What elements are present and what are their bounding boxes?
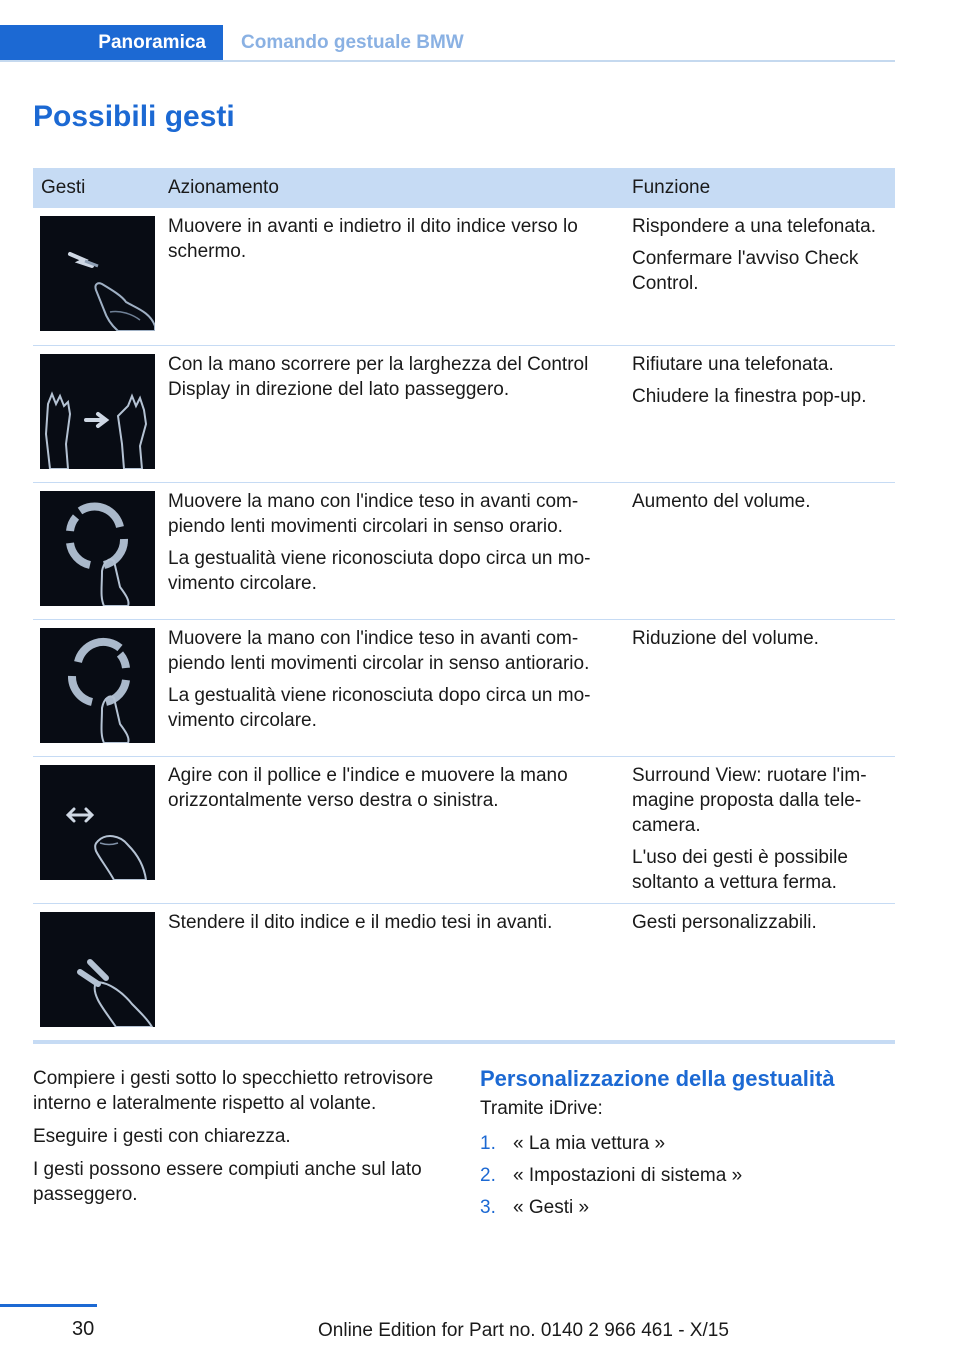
function-text: Confermare l'avviso Check Control. [632, 248, 859, 294]
action-text: Muovere la mano con l'indice teso in avanti compiendo lenti movimenti circolar in senso antiorario. [168, 627, 590, 674]
action-text: Con la mano scorrere per la larghezza del Control Display in direzione del lato passeggero. [168, 353, 589, 400]
column-header-azionamento: Azionamento [161, 168, 625, 208]
table-row [33, 345, 895, 482]
function-text: Surround View: ruotare l'immagine proposta dalla telecamera. [632, 764, 867, 836]
paragraph: Eseguire i gesti con chiarezza. [33, 1126, 291, 1147]
function-text: Chiudere la finestra pop-up. [632, 385, 867, 407]
function-text: Rifiutare una telefonata. [632, 353, 834, 375]
finger-tap-gesture-icon [40, 216, 155, 331]
action-text: Muovere in avanti e indietro il dito indice verso lo schermo. [168, 216, 578, 262]
step-number: 1. [480, 1133, 496, 1154]
tab-panoramica[interactable]: Panoramica [0, 25, 223, 60]
table-row [33, 756, 895, 903]
customization-section [480, 1066, 895, 1227]
page-number: 30 [72, 1318, 95, 1340]
section-intro: Tramite iDrive: [480, 1098, 603, 1119]
footer-divider [0, 1304, 97, 1307]
pinch-rotate-gesture-icon [40, 765, 155, 880]
column-header-funzione: Funzione [625, 168, 895, 208]
steps-list [480, 1131, 895, 1220]
step-number: 3. [480, 1197, 496, 1218]
hand-swipe-gesture-icon [40, 354, 155, 469]
table-row [33, 482, 895, 619]
action-text: Stendere il dito indice e il medio tesi in avanti. [168, 911, 553, 933]
circle-clockwise-gesture-icon [40, 491, 155, 606]
gestures-table [33, 168, 895, 1044]
action-text: Muovere la mano con l'indice teso in avanti compiendo lenti movimenti circolari in senso orario. [168, 490, 579, 537]
list-item [480, 1131, 895, 1156]
table-row [33, 903, 895, 1042]
function-text: Aumento del volume. [632, 490, 811, 512]
page-header [0, 25, 895, 62]
function-text: L'uso dei gesti è possibile soltanto a vettura ferma. [632, 846, 848, 893]
tab-comando-gestuale[interactable]: Comando gestuale BMW [241, 31, 464, 53]
table-header-row [33, 168, 895, 208]
table-row [33, 208, 895, 345]
usage-notes [33, 1066, 443, 1207]
two-finger-gesture-icon [40, 912, 155, 1027]
page-title: Possibili gesti [33, 100, 235, 133]
paragraph: Compiere i gesti sotto lo specchietto retrovisore interno e lateralmente rispetto al volante. [33, 1068, 434, 1114]
list-item [480, 1195, 895, 1220]
action-text: La gestualità viene riconosciuta dopo circa un movimento circolare. [168, 684, 591, 731]
list-item [480, 1163, 895, 1188]
step-number: 2. [480, 1165, 496, 1186]
action-text: Agire con il pollice e l'indice e muovere la mano orizzontalmente verso destra o sinistra. [168, 764, 568, 811]
function-text: Gesti personalizzabili. [632, 911, 817, 933]
section-title: Personalizzazione della gestualità [480, 1066, 835, 1091]
step-text: « Impostazioni di sistema » [513, 1165, 743, 1186]
paragraph: I gesti possono essere compiuti anche sul lato passeggero. [33, 1159, 422, 1205]
edition-text: Online Edition for Part no. 0140 2 966 461 - X/15 [318, 1320, 729, 1341]
step-text: « La mia vettura » [513, 1133, 666, 1154]
column-header-gesti: Gesti [33, 168, 161, 208]
table-row [33, 619, 895, 756]
function-text: Riduzione del volume. [632, 627, 819, 649]
action-text: La gestualità viene riconosciuta dopo circa un movimento circolare. [168, 547, 591, 594]
circle-counterclockwise-gesture-icon [40, 628, 155, 743]
function-text: Rispondere a una telefonata. [632, 216, 877, 237]
step-text: « Gesti » [513, 1197, 590, 1218]
